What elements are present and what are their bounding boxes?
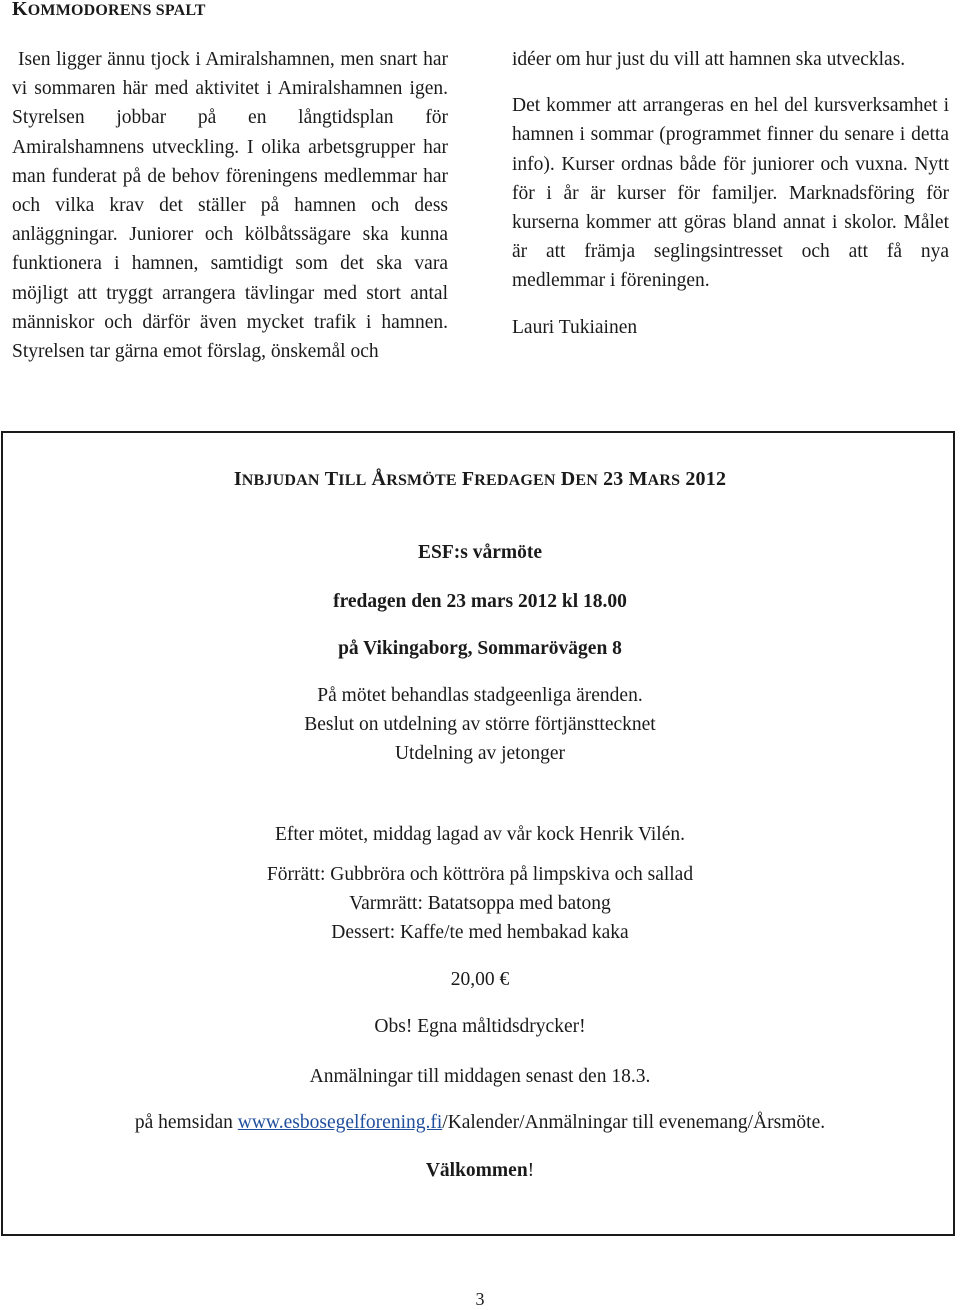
title-w6-initial: M xyxy=(628,468,648,490)
drinks-note: Obs! Egna måltidsdrycker! xyxy=(374,1016,586,1037)
title-w4-initial: F xyxy=(461,468,475,490)
menu-item-starter: Förrätt: Gubbröra och köttröra på limpskiva och sallad xyxy=(266,864,694,885)
title-w5-rest: EN xyxy=(575,472,599,489)
title-w2-initial: T xyxy=(324,468,339,490)
heading-initial: K xyxy=(12,0,28,20)
title-w2-rest: ILL xyxy=(338,472,367,489)
menu-item-dessert: Dessert: Kaffe/te med hembakad kaka xyxy=(331,922,629,943)
welcome-line xyxy=(0,1156,960,1185)
welcome-mark: ! xyxy=(527,1160,535,1181)
dinner-price: 20,00 € xyxy=(450,969,510,990)
title-w3-rest: RSMÖTE xyxy=(386,472,457,489)
agenda-item: Beslut on utdelning av större förtjänsttecknet xyxy=(304,714,656,735)
column-heading xyxy=(12,0,206,21)
event-venue: på Vikingaborg, Sommarövägen 8 xyxy=(338,638,622,659)
title-w1-initial: I xyxy=(233,468,242,490)
event-name: ESF:s vårmöte xyxy=(417,542,543,563)
page-number: 3 xyxy=(475,1289,485,1309)
right-column xyxy=(512,45,949,342)
registration-prefix: på hemsidan xyxy=(134,1112,238,1133)
agenda-item: Utdelning av jetonger xyxy=(394,743,566,764)
website-link[interactable]: www.esbosegelforening.fi xyxy=(237,1112,443,1133)
invitation-title xyxy=(0,465,960,495)
registration-deadline: Anmälningar till middagen senast den 18.3. xyxy=(309,1066,651,1087)
title-w6-rest: ARS xyxy=(647,472,681,489)
right-column-paragraph-2: Det kommer att arrangeras en hel del kursverksamhet i hamnen i sommar (programmet finner du senare i detta info). Kurser ordnas både för juniorer och vuxna. Nytt för i år är kurser för familjer. Marknadsföring för kurserna kommer att göras bland annat i skolor. Målet är att främja seglingsintresset och att få nya medlemmar i föreningen. xyxy=(512,95,949,292)
title-day: 23 xyxy=(603,468,624,490)
registration-suffix: /Kalender/Anmälningar till evenemang/Årsmöte. xyxy=(442,1112,826,1133)
event-date: fredagen den 23 mars 2012 kl 18.00 xyxy=(333,591,627,612)
left-column xyxy=(12,45,448,366)
title-year: 2012 xyxy=(685,468,727,490)
menu-item-main: Varmrätt: Batatsoppa med batong xyxy=(349,893,611,914)
left-column-text: Isen ligger ännu tjock i Amiralshamnen, men snart har vi sommaren här med aktivitet i Amiralshamnen igen. Styrelsen jobbar på en långtidsplan för Amiralshamnens utveckling. I olika arbetsgrupper har man funderat på de behov föreningens medlemmar har och vilka krav det ställer på hamnen och dess anläggningar. Juniorer och kölbåtssägare ska kunna funktionera i hamnen, samtidigt som det ska vara möjligt att tryggt arrangera tävlingar med stort antal människor och därför även mycket trafik i hamnen. Styrelsen tar gärna emot förslag, önskemål och xyxy=(12,49,448,363)
author-signature: Lauri Tukiainen xyxy=(512,316,638,338)
dinner-intro: Efter mötet, middag lagad av vår kock Henrik Vilén. xyxy=(274,824,685,845)
welcome-word: Välkommen xyxy=(425,1160,528,1181)
heading-rest: OMMODORENS SPALT xyxy=(27,2,206,19)
registration-line xyxy=(0,1108,960,1137)
title-w5-initial: D xyxy=(560,468,576,490)
agenda-item: På mötet behandlas stadgeenliga ärenden. xyxy=(317,685,643,706)
title-w3-initial: Å xyxy=(371,468,387,490)
title-w1-rest: NBJUDAN xyxy=(241,472,320,489)
right-column-paragraph-1: idéer om hur just du vill att hamnen ska utvecklas. xyxy=(512,49,906,70)
title-w4-rest: REDAGEN xyxy=(474,472,556,489)
